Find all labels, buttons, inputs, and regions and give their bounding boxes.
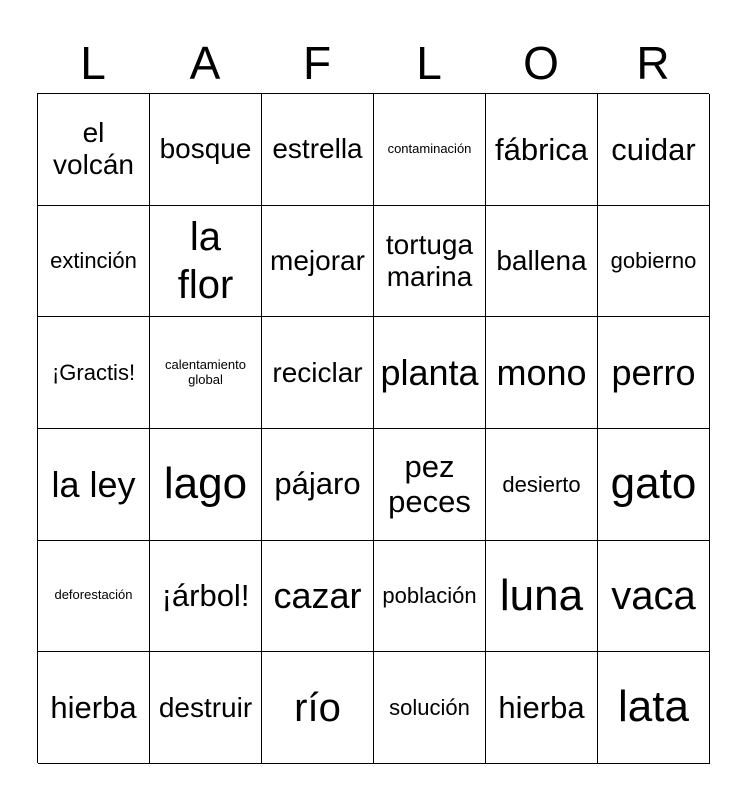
- bingo-cell[interactable]: [374, 317, 486, 429]
- bingo-cell[interactable]: [38, 652, 150, 764]
- cell-text: reciclar: [272, 356, 363, 388]
- cell-text: gobierno: [610, 248, 697, 274]
- bingo-cell[interactable]: [598, 652, 710, 764]
- cell-text: contaminación: [387, 140, 472, 156]
- cell-text: vaca: [611, 573, 696, 618]
- cell-text: calentamiento global: [165, 356, 246, 387]
- bingo-cell[interactable]: [486, 206, 598, 318]
- bingo-cell[interactable]: [262, 429, 374, 541]
- cell-text: desierto: [502, 471, 581, 497]
- bingo-cell[interactable]: [38, 206, 150, 318]
- cell-text: planta: [380, 351, 479, 393]
- header-letter-r: R: [636, 37, 670, 89]
- cell-text: cuidar: [611, 131, 696, 167]
- bingo-cell[interactable]: [38, 429, 150, 541]
- cell-text: ¡árbol!: [161, 578, 250, 614]
- cell-text: mono: [496, 351, 587, 393]
- cell-text: tortuga marina: [385, 228, 474, 292]
- cell-text: ballena: [496, 244, 587, 276]
- bingo-cell[interactable]: [486, 94, 598, 206]
- header-letter-l: L: [80, 37, 106, 89]
- cell-text: hierba: [498, 689, 585, 725]
- bingo-cell[interactable]: [374, 652, 486, 764]
- cell-text: pez peces: [388, 448, 471, 520]
- bingo-cell[interactable]: [486, 317, 598, 429]
- bingo-cell[interactable]: [598, 94, 710, 206]
- bingo-cell[interactable]: [598, 206, 710, 318]
- bingo-cell[interactable]: [150, 652, 262, 764]
- cell-text: destruir: [158, 691, 253, 723]
- cell-text: estrella: [272, 133, 363, 165]
- bingo-cell[interactable]: [374, 94, 486, 206]
- cell-text: bosque: [159, 133, 252, 165]
- bingo-cell[interactable]: [486, 652, 598, 764]
- cell-text: río: [294, 685, 341, 730]
- cell-text: gato: [610, 459, 697, 508]
- cell-text: población: [382, 583, 477, 609]
- bingo-cell[interactable]: [38, 94, 150, 206]
- bingo-cell[interactable]: [374, 206, 486, 318]
- bingo-cell[interactable]: [150, 317, 262, 429]
- cell-text: la flor: [177, 214, 234, 307]
- bingo-cell[interactable]: [150, 94, 262, 206]
- cell-text: la ley: [51, 463, 136, 505]
- bingo-cell[interactable]: [38, 317, 150, 429]
- bingo-cell[interactable]: [486, 429, 598, 541]
- bingo-cell[interactable]: [598, 317, 710, 429]
- cell-text: lata: [618, 682, 689, 732]
- cell-text: ¡Gractis!: [51, 359, 136, 385]
- header-letter-a: A: [189, 37, 221, 89]
- cell-text: luna: [499, 570, 584, 620]
- bingo-cell[interactable]: [374, 541, 486, 653]
- bingo-board: [37, 93, 709, 763]
- header-letter-f: F: [302, 37, 332, 89]
- cell-text: el volcán: [53, 117, 134, 181]
- cell-text: perro: [611, 351, 696, 393]
- bingo-header: [37, 32, 709, 94]
- bingo-cell[interactable]: [150, 429, 262, 541]
- bingo-cell[interactable]: [150, 206, 262, 318]
- cell-text: cazar: [273, 575, 362, 617]
- cell-text: hierba: [50, 689, 137, 725]
- cell-text: solución: [389, 694, 470, 720]
- bingo-cell[interactable]: [38, 541, 150, 653]
- header-letter-l-2: L: [416, 37, 442, 89]
- cell-text: deforestación: [54, 587, 133, 603]
- header-letter-o: O: [523, 37, 559, 89]
- cell-text: lago: [163, 459, 248, 508]
- bingo-cell[interactable]: [262, 541, 374, 653]
- bingo-cell[interactable]: [598, 429, 710, 541]
- bingo-cell[interactable]: [262, 652, 374, 764]
- cell-text: mejorar: [270, 244, 365, 276]
- bingo-cell[interactable]: [150, 541, 262, 653]
- cell-text: pájaro: [274, 466, 361, 502]
- bingo-cell[interactable]: [598, 541, 710, 653]
- bingo-cell[interactable]: [374, 429, 486, 541]
- bingo-cell[interactable]: [262, 94, 374, 206]
- bingo-cell[interactable]: [262, 317, 374, 429]
- cell-text: extinción: [50, 248, 137, 274]
- cell-text: fábrica: [494, 131, 589, 167]
- bingo-cell[interactable]: [262, 206, 374, 318]
- bingo-cell[interactable]: [486, 541, 598, 653]
